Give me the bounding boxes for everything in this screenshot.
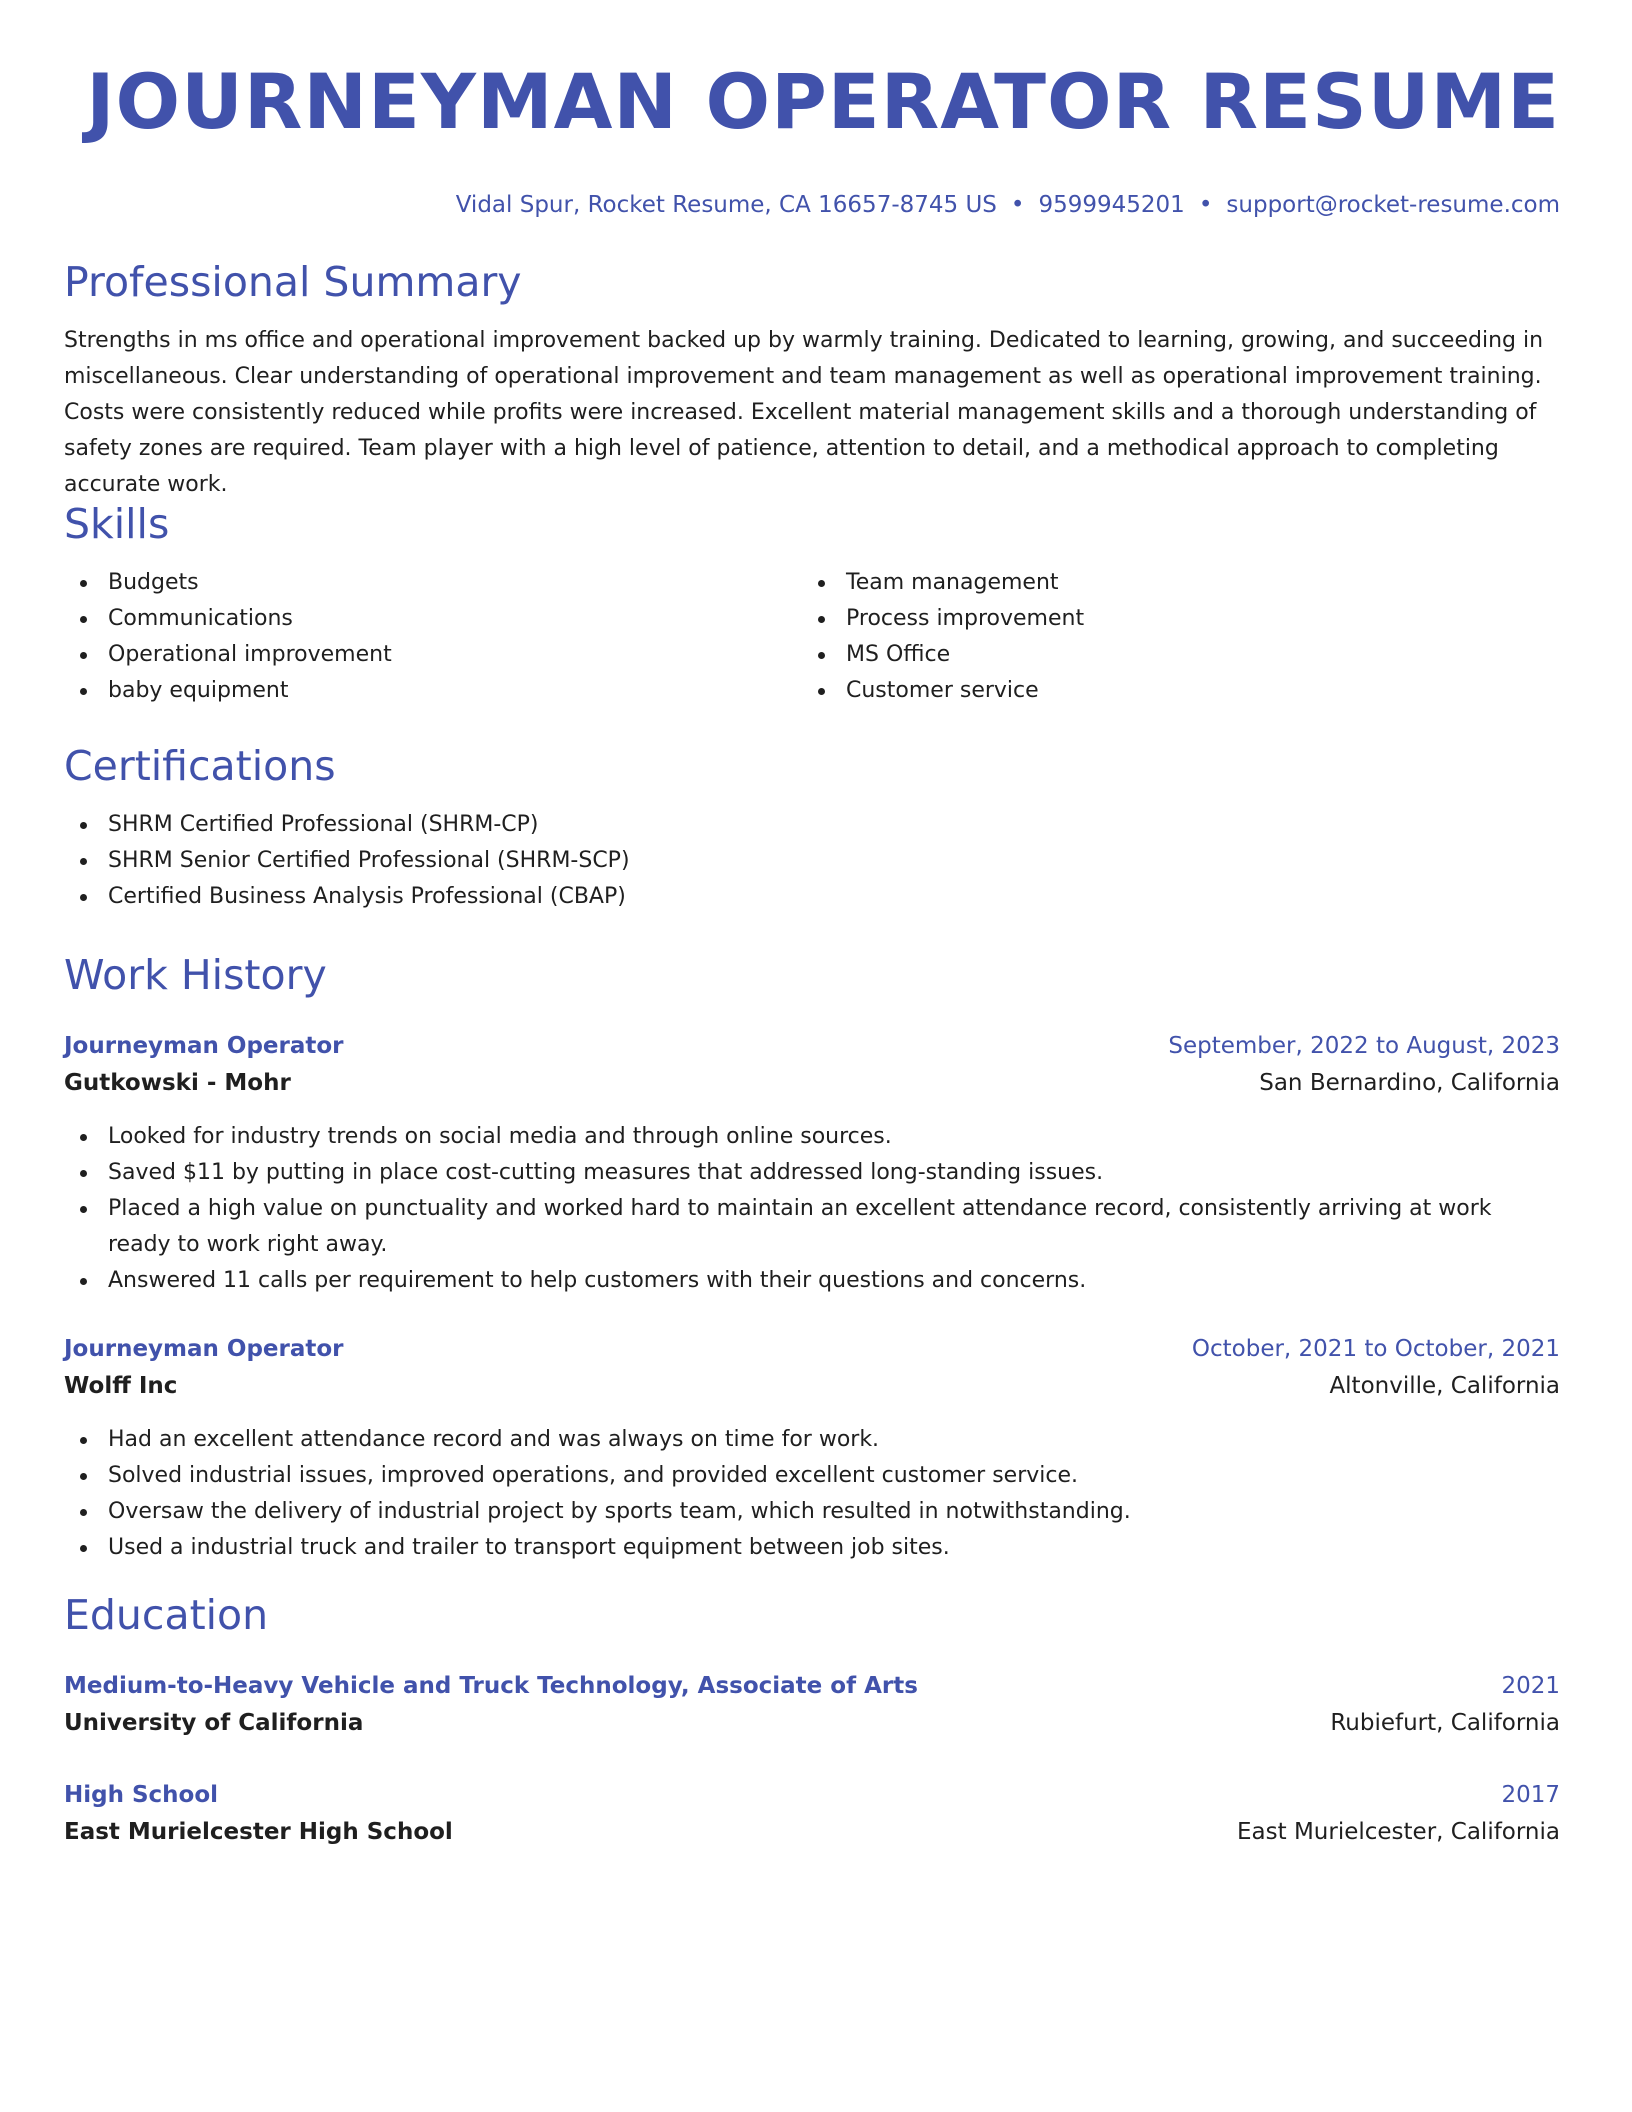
section-title-summary: Professional Summary xyxy=(64,258,522,306)
education-header-row xyxy=(64,1668,1560,1704)
job-bullet: Oversaw the delivery of industrial project by sports team, which resulted in notwithstanding. xyxy=(64,1494,1560,1530)
contact-separator: • xyxy=(1198,192,1213,218)
skills-list-left xyxy=(64,565,802,709)
job-dates: October, 2021 to October, 2021 xyxy=(1191,1336,1560,1362)
skill-item: Budgets xyxy=(64,565,802,601)
job-dates: September, 2022 to August, 2023 xyxy=(1168,1033,1560,1059)
job-bullets xyxy=(64,1119,1560,1299)
education-entry xyxy=(64,1777,1560,1851)
skill-item: Operational improvement xyxy=(64,637,802,673)
job-company: Gutkowski - Mohr xyxy=(64,1070,291,1096)
certifications-list xyxy=(64,807,1560,915)
section-title-certifications: Certifications xyxy=(64,742,336,790)
education-degree: Medium-to-Heavy Vehicle and Truck Technology, Associate of Arts xyxy=(64,1673,918,1699)
education-location: East Murielcester, California xyxy=(1237,1819,1560,1845)
contact-address: Vidal Spur, Rocket Resume, CA 16657-8745 US xyxy=(455,192,997,218)
section-title-skills: Skills xyxy=(64,500,170,548)
education-year: 2021 xyxy=(1501,1673,1560,1699)
education-school-row xyxy=(64,1813,1560,1851)
education-school-row xyxy=(64,1704,1560,1742)
job-header-row xyxy=(64,1028,1560,1064)
certifications-section xyxy=(64,742,1560,915)
job-location: Altonville, California xyxy=(1329,1373,1560,1399)
skills-grid xyxy=(64,565,1560,709)
job-entry xyxy=(64,1331,1560,1566)
certification-item: Certified Business Analysis Professional (CBAP) xyxy=(64,879,1560,915)
job-company: Wolff Inc xyxy=(64,1373,178,1399)
skill-item: Customer service xyxy=(802,673,1540,709)
section-title-education: Education xyxy=(64,1591,269,1639)
job-header-row xyxy=(64,1331,1560,1367)
skill-item: MS Office xyxy=(802,637,1540,673)
summary-text: Strengths in ms office and operational improvement backed up by warmly training. Dedicated to learning, growing, and succeeding in miscellaneous. Clear understanding of operational improvement and team management as well as operational improvement training. Costs were consistently reduced while profits were increased. Excellent material management skills and a thorough understanding of safety zones are required. Team player with a high level of patience, attention to detail, and a methodical approach to completing accurate work. xyxy=(64,328,1544,497)
resume-title: JOURNEYMAN OPERATOR RESUME xyxy=(86,57,1560,146)
education-section xyxy=(64,1591,1560,1639)
resume-page xyxy=(64,0,1560,1845)
job-bullet: Solved industrial issues, improved operations, and provided excellent customer service. xyxy=(64,1458,1560,1494)
job-title: Journeyman Operator xyxy=(64,1033,344,1059)
education-header-row xyxy=(64,1777,1560,1813)
contact-phone[interactable]: 9599945201 xyxy=(1038,192,1185,218)
summary-section xyxy=(64,258,1560,503)
skill-item: Process improvement xyxy=(802,601,1540,637)
skill-item: Communications xyxy=(64,601,802,637)
contact-separator: • xyxy=(1010,192,1025,218)
certification-item: SHRM Senior Certified Professional (SHRM-SCP) xyxy=(64,843,1560,879)
job-bullet: Used a industrial truck and trailer to transport equipment between job sites. xyxy=(64,1530,1560,1566)
contact-line xyxy=(64,190,1560,220)
education-year: 2017 xyxy=(1501,1782,1560,1808)
job-company-row xyxy=(64,1367,1560,1405)
job-bullets xyxy=(64,1422,1560,1566)
skills-section xyxy=(64,500,1560,709)
work-history-section xyxy=(64,951,1560,999)
education-degree: High School xyxy=(64,1782,219,1808)
skill-item: Team management xyxy=(802,565,1540,601)
job-bullet: Looked for industry trends on social media and through online sources. xyxy=(64,1119,1560,1155)
education-entry xyxy=(64,1668,1560,1742)
education-school: University of California xyxy=(64,1710,364,1736)
job-title: Journeyman Operator xyxy=(64,1336,344,1362)
skills-list-right xyxy=(802,565,1540,709)
job-location: San Bernardino, California xyxy=(1259,1070,1560,1096)
skill-item: baby equipment xyxy=(64,673,802,709)
education-school: East Murielcester High School xyxy=(64,1819,453,1845)
education-location: Rubiefurt, California xyxy=(1330,1710,1560,1736)
contact-email[interactable]: support@rocket-resume.com xyxy=(1226,192,1560,218)
job-entry xyxy=(64,1028,1560,1299)
certification-item: SHRM Certified Professional (SHRM-CP) xyxy=(64,807,1560,843)
job-bullet: Saved $11 by putting in place cost-cutting measures that addressed long-standing issues. xyxy=(64,1155,1560,1191)
job-bullet: Placed a high value on punctuality and worked hard to maintain an excellent attendance record, consistently arriving at work ready to work right away. xyxy=(64,1191,1560,1263)
job-bullet: Answered 11 calls per requirement to help customers with their questions and concerns. xyxy=(64,1263,1560,1299)
section-title-work-history: Work History xyxy=(64,951,327,999)
job-company-row xyxy=(64,1064,1560,1102)
job-bullet: Had an excellent attendance record and was always on time for work. xyxy=(64,1422,1560,1458)
